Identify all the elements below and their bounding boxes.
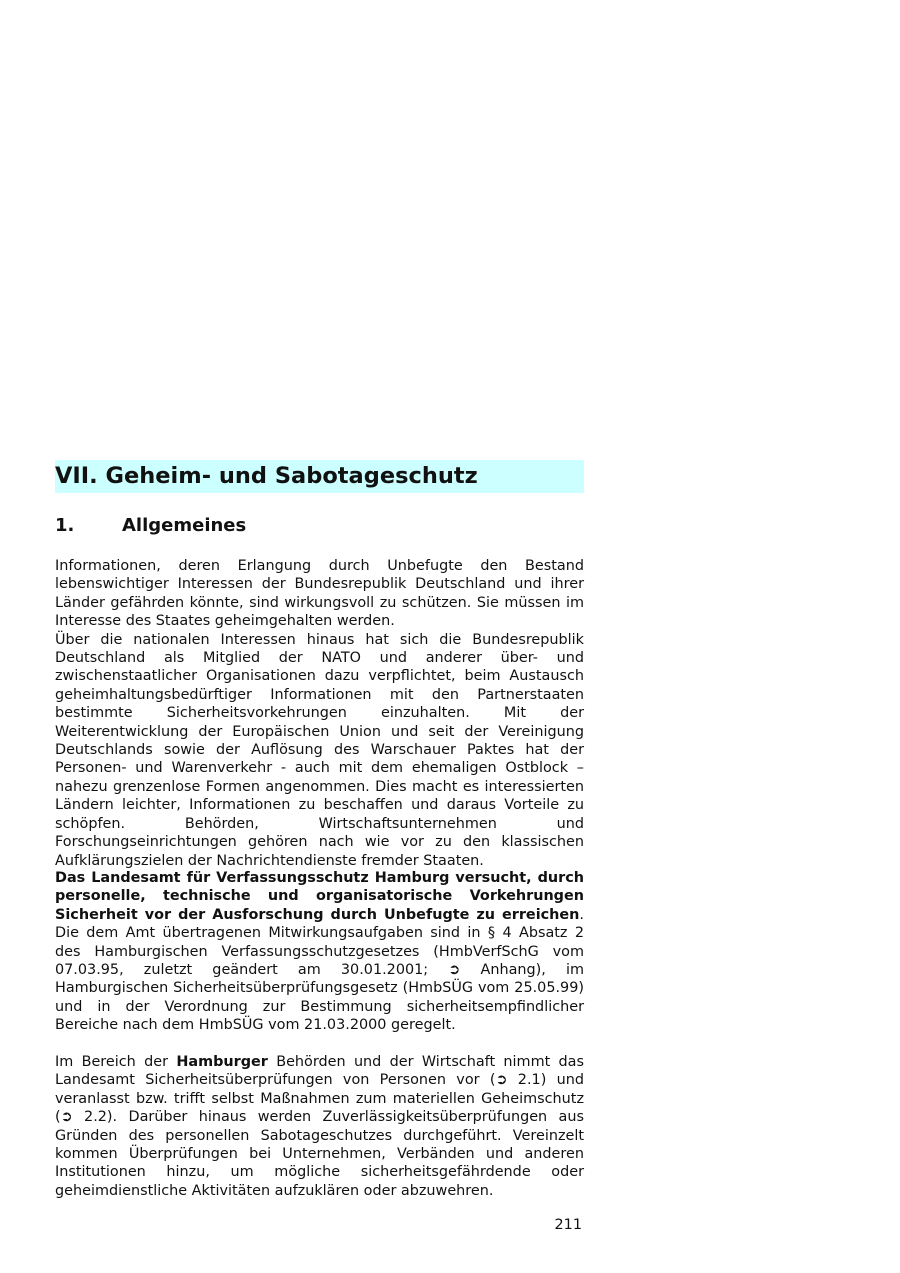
page-number: 211 [554, 1217, 582, 1233]
paragraph-intro [55, 557, 584, 870]
section-title: Allgemeines [122, 515, 247, 536]
paragraph-text-continued: Behörden und der Wirtschaft nimmt das Landesamt Sicherheitsüberprüfungen von Personen vor (➲ 2.1) und veranlasst bzw. trifft selbst Maßnahmen zum materiellen Geheimschutz (➲ 2.2). Darüber hinaus werden Zuverlässigkeitsüberprüfungen aus Gründen des personellen Sabotageschutzes durchgeführt. Vereinzelt kommen Überprüfungen bei Unternehmen, Verbänden und anderen Institutionen hinzu, um mögliche sicherheitsgefährdende oder geheimdienstliche Aktivitäten aufzuklären oder abzuwehren. [55, 1054, 584, 1199]
bold-text: Das Landesamt für Verfassungsschutz Hamburg versucht, durch personelle, technische und organisatorische Vorkehrungen Sicherheit vor der Ausforschung durch Unbefugte zu erreichen [55, 870, 584, 923]
paragraph-text-lead: Im Bereich der [55, 1054, 177, 1070]
paragraph-text [55, 1053, 584, 1200]
paragraph-lfv-measures [55, 869, 584, 1035]
paragraph-text [55, 869, 584, 1035]
paragraph-hamburg-checks [55, 1053, 584, 1200]
section-number: 1. [55, 515, 75, 536]
section-heading [55, 514, 246, 538]
chapter-title: VII. Geheim- und Sabotageschutz [55, 463, 478, 489]
bold-text: Hamburger [176, 1054, 268, 1070]
paragraph-text-continued: . Die dem Amt übertragenen Mitwirkungsaufgaben sind in § 4 Absatz 2 des Hamburgischen Verfassungsschutzgesetzes (HmbVerfSchG vom 07.03.95, zuletzt geändert am 30.01.2001; ➲ Anhang), im Hamburgischen Sicherheitsüberprüfungsgesetz (HmbSÜG vom 25.05.99) und in der Verordnung zur Bestimmung sicherheitsempfindlicher Bereiche nach dem HmbSÜG vom 21.03.2000 geregelt. [55, 906, 584, 1034]
paragraph-text: Informationen, deren Erlangung durch Unbefugte den Bestand lebenswichtiger Interessen der Bundesrepublik Deutschland und ihrer Länder gefährden könnte, sind wirkungsvoll zu schützen. Sie müssen im Interesse des Staates geheimgehalten werden. [55, 558, 584, 630]
document-page [55, 0, 584, 1273]
paragraph-text: Über die nationalen Interessen hinaus hat sich die Bundesrepublik Deutschland als Mitglied der NATO und anderer über- und zwischenstaatlicher Organisationen dazu verpflichtet, beim Austausch geheimhaltungsbedürftiger Informationen mit den Partnerstaaten bestimmte Sicherheitsvorkehrungen einzuhalten. Mit der Weiterentwicklung der Europäischen Union und seit der Vereinigung Deutschlands sowie der Auflösung des Warschauer Paktes hat der Personen- und Warenverkehr - auch mit dem ehemaligen Ostblock – nahezu grenzenlose Formen angenommen. Dies macht es interessierten Ländern leichter, Informationen zu beschaffen und daraus Vorteile zu schöpfen. Behörden, Wirtschaftsunternehmen und Forschungseinrichtungen gehören nach wie vor zu den klassischen Aufklärungszielen der Nachrichtendienste fremder Staaten. [55, 631, 584, 869]
